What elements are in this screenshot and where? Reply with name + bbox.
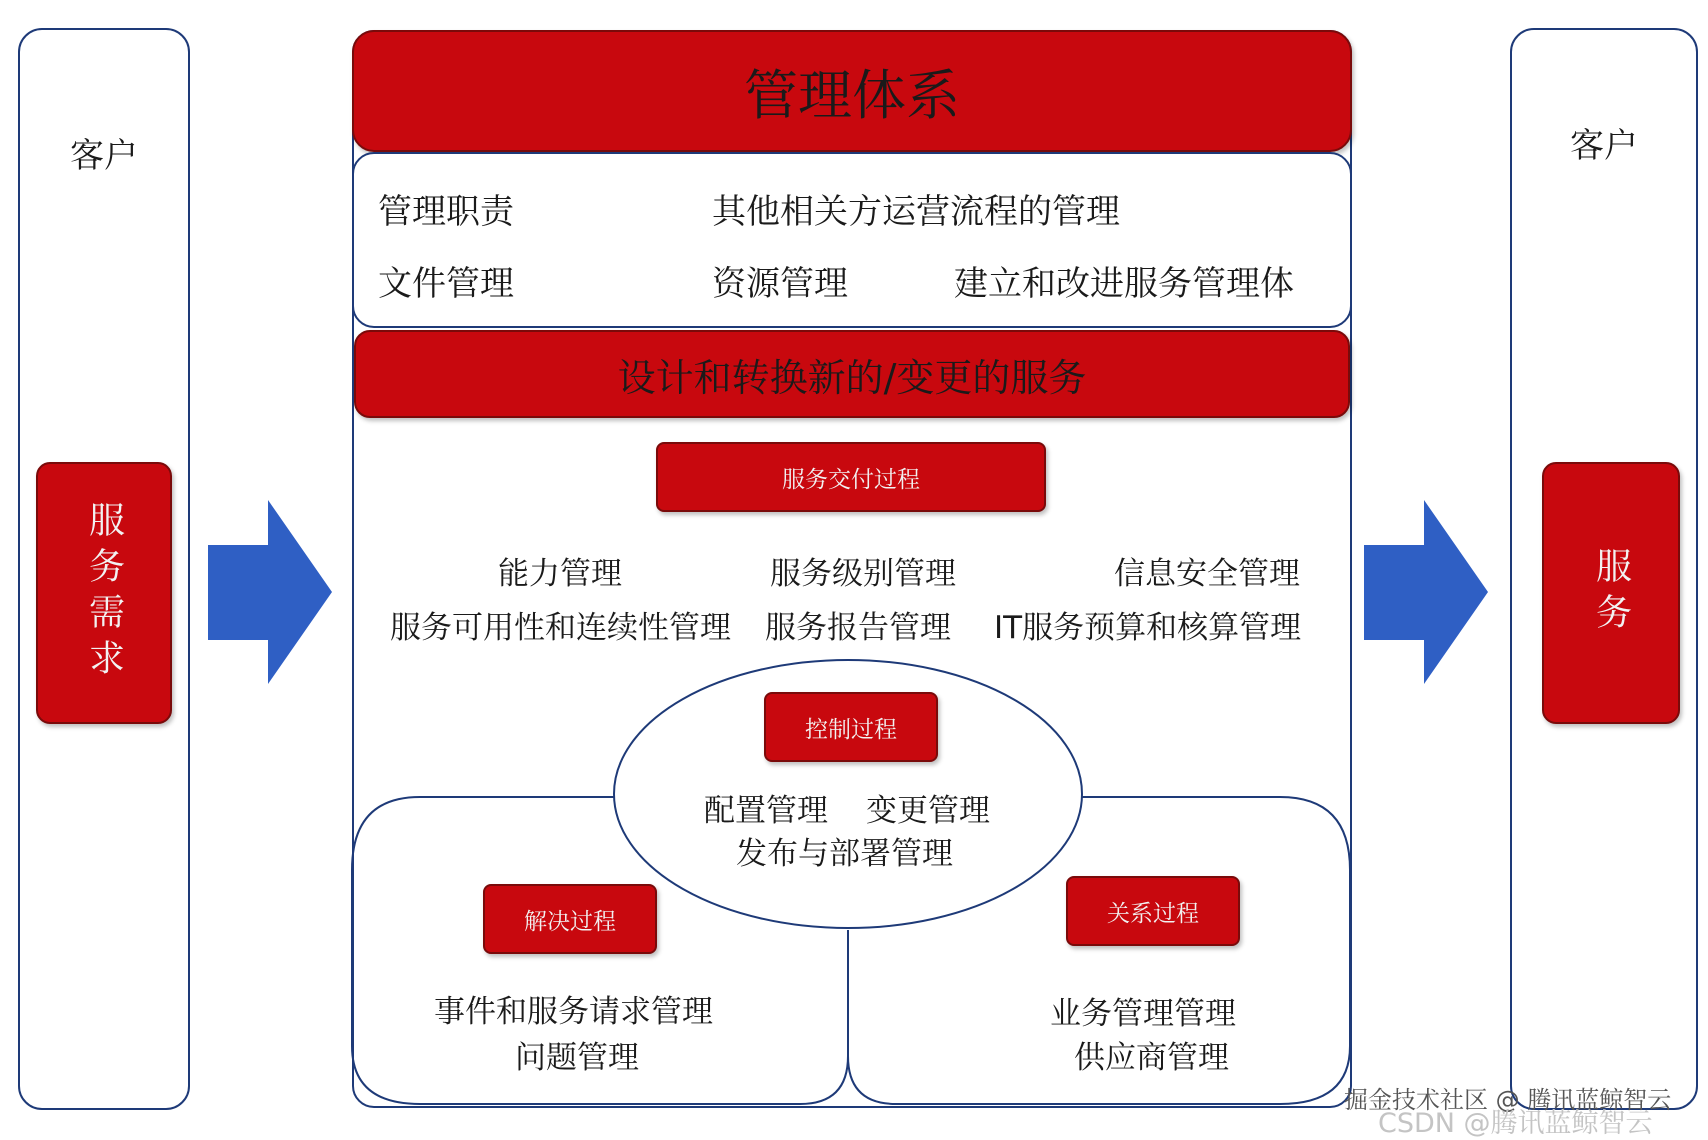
right-customer-label: 客户	[1570, 126, 1638, 166]
mgmt-item-improve: 建立和改进服务管理体	[954, 264, 1294, 304]
delivery-info-security: 信息安全管理	[1114, 556, 1300, 592]
control-config: 配置管理	[704, 793, 828, 829]
resolution-process-box: 解决过程	[483, 884, 657, 954]
delivery-budgeting: IT服务预算和核算管理	[994, 610, 1302, 646]
delivery-reporting: 服务报告管理	[765, 610, 951, 646]
control-process-box: 控制过程	[764, 692, 938, 762]
delivery-capacity: 能力管理	[498, 556, 622, 592]
resolution-problem: 问题管理	[515, 1040, 639, 1076]
relationship-business: 业务管理管理	[1050, 996, 1236, 1032]
relationship-process-box: 关系过程	[1066, 876, 1240, 946]
service-box: 服务	[1542, 462, 1680, 724]
mgmt-item-responsibility: 管理职责	[378, 192, 514, 232]
watermark-juejin: 掘金技术社区 @ 腾讯蓝鲸智云	[1344, 1086, 1672, 1114]
left-customer-label: 客户	[70, 136, 138, 176]
watermark-csdn: CSDN @腾讯蓝鲸智云	[1378, 1108, 1653, 1139]
service-need-box: 服务需求	[36, 462, 172, 724]
design-transition-bar: 设计和转换新的/变更的服务	[354, 330, 1350, 418]
mgmt-item-resource: 资源管理	[712, 264, 848, 304]
mgmt-item-other-parties: 其他相关方运营流程的管理	[712, 192, 1120, 232]
relationship-supplier: 供应商管理	[1074, 1040, 1229, 1076]
mgmt-item-document: 文件管理	[378, 264, 514, 304]
service-delivery-box: 服务交付过程	[656, 442, 1046, 512]
control-change: 变更管理	[866, 793, 990, 829]
resolution-incident: 事件和服务请求管理	[434, 994, 713, 1030]
control-release: 发布与部署管理	[736, 836, 953, 872]
delivery-availability: 服务可用性和连续性管理	[390, 610, 731, 646]
management-system-header: 管理体系	[352, 30, 1352, 152]
delivery-service-level: 服务级别管理	[770, 556, 956, 592]
